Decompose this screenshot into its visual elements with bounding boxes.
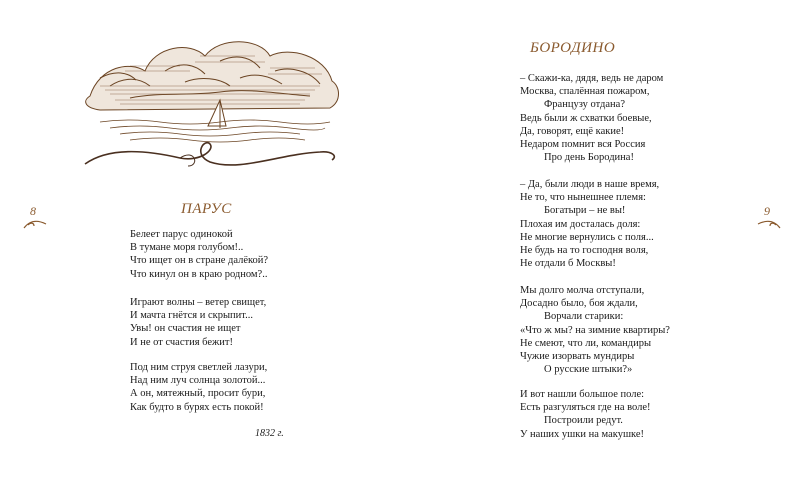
stanza — [130, 228, 268, 281]
poem-line: Да, говорят, ещё какие! — [520, 125, 625, 137]
poem-line: Ворчали старики: — [544, 311, 624, 323]
poem-title-borodino: БОРОДИНО — [530, 40, 616, 56]
poem-line: Что кинул он в краю родном?.. — [130, 268, 268, 280]
stanza — [130, 296, 266, 349]
flourish-icon — [22, 218, 48, 230]
poem-line: Увы! он счастия не ищет — [130, 323, 241, 335]
poem-line: И не от счастия бежит! — [130, 336, 233, 348]
poem-line: Не то, что нынешнее племя: — [520, 192, 646, 204]
poem-line: Играют волны – ветер свищет, — [130, 297, 267, 308]
poem-line: Под ним струя светлей лазури, — [130, 362, 268, 373]
poem-line: Про день Бородина! — [544, 152, 634, 164]
poem-line: Не смеют, что ли, командиры — [520, 337, 652, 349]
poem-line: Ведь были ж схватки боевые, — [520, 112, 652, 124]
poem-line: О русские штыки?» — [544, 364, 633, 376]
poem-line: Не многие вернулись с поля... — [520, 231, 654, 243]
poem-line: – Скажи-ка, дядя, ведь не даром — [520, 73, 664, 84]
page-number-right: 9 — [764, 204, 770, 218]
poem-line: Мы долго молча отступали, — [520, 285, 645, 296]
poem-line: Построили редут. — [544, 415, 623, 427]
poem-line: Плохая им досталась доля: — [520, 218, 641, 230]
sailboat-clouds-illustration — [70, 26, 350, 176]
page-number-left: 8 — [30, 204, 36, 218]
stanza — [520, 72, 663, 164]
poem-line: Не будь на то господня воля, — [520, 245, 649, 257]
poem-line: Не отдали б Москвы! — [520, 258, 616, 270]
poem-line: «Что ж мы? на зимние квартиры? — [520, 324, 670, 336]
poem-line: Богатыри – не вы! — [544, 205, 626, 217]
stanza — [520, 388, 651, 441]
poem-line: У наших ушки на макушке! — [520, 428, 645, 440]
poem-date: 1832 г. — [255, 428, 284, 439]
right-page — [400, 0, 800, 483]
poem-title-parus: ПАРУС — [181, 201, 232, 217]
poem-line: И вот нашли большое поле: — [520, 389, 645, 400]
stanza — [520, 178, 659, 270]
poem-line: – Да, были люди в наше время, — [520, 179, 660, 190]
poem-line: Досадно было, боя ждали, — [520, 298, 638, 310]
stanza — [520, 284, 670, 376]
poem-line: Есть разгуляться где на воле! — [520, 402, 651, 414]
poem-line: Как будто в бурях есть покой! — [130, 401, 264, 413]
poem-line: И мачта гнётся и скрыпит... — [130, 310, 253, 322]
poem-line: Что ищет он в стране далёкой? — [130, 255, 269, 267]
poem-line: Над ним луч солнца золотой... — [130, 375, 266, 387]
stanza — [130, 361, 267, 414]
poem-line: А он, мятежный, просит бури, — [130, 388, 266, 400]
poem-line: Французу отдана? — [544, 99, 626, 111]
poem-line: Чужие изорвать мундиры — [520, 351, 635, 363]
flourish-icon — [756, 218, 782, 230]
poem-line: Недаром помнит вся Россия — [520, 139, 646, 151]
poem-line: Белеет парус одинокой — [130, 229, 233, 240]
poem-line: В тумане моря голубом!.. — [130, 242, 244, 254]
poem-line: Москва, спалённая пожаром, — [520, 86, 650, 98]
